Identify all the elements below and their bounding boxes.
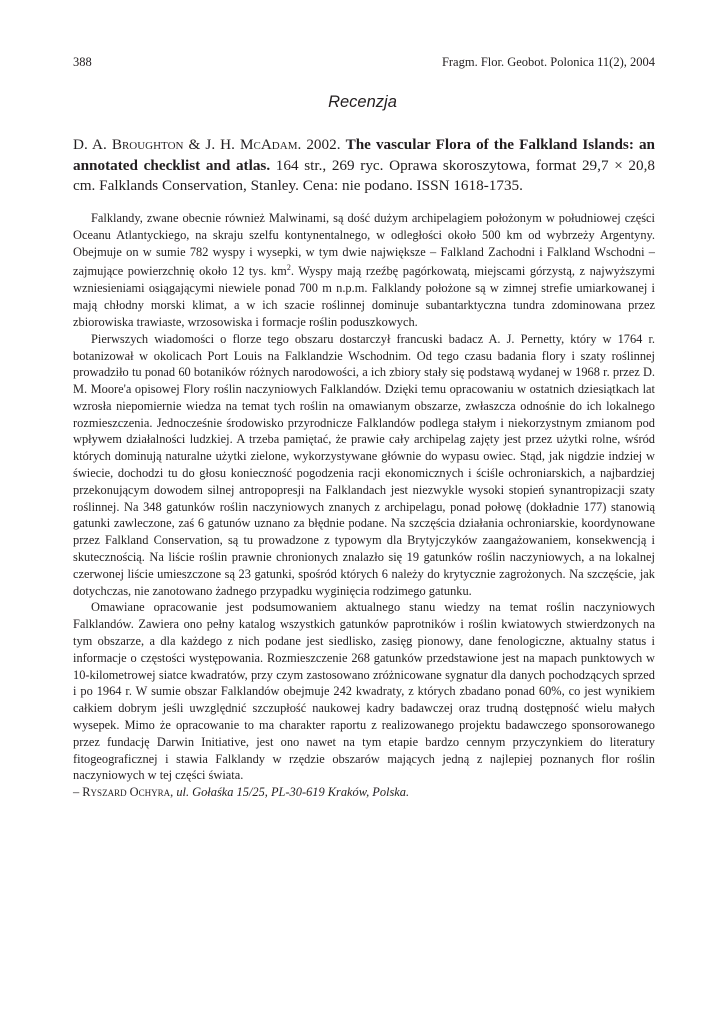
signature-address: ul. Gołaśka 15/25, PL-30-619 Kraków, Polska. xyxy=(176,785,410,800)
paragraph-1-text-a: Falklandy, zwane obecnie również Malwinami, są dość dużym archipelagiem położonym w południowej części Oceanu Atlantyckiego, na skraju szelfu kontynentalnego, w odległości około 500 km od wybrzeży Argentyny. Obejmuje on w sumie 782 wyspy i wysepki, w tym dwie największe – Falkland Zachodni i Falkland Wschodni – zajmujące powierzchnię około 12 tys. km xyxy=(73,211,655,279)
citation-year: . 2002. xyxy=(297,136,346,153)
paragraph-3 xyxy=(73,599,655,801)
citation-ampersand: & J. H. xyxy=(183,136,240,153)
page-number: 388 xyxy=(73,55,92,69)
journal-reference: Fragm. Flor. Geobot. Polonica 11(2), 2004 xyxy=(441,55,655,69)
paragraph-2: Pierwszych wiadomości o florze tego obszaru dostarczył francuski badacz A. J. Pernetty, który w 1764 r. botanizował w okolicach Port Louis na Falklandzie Wschodnim. Od tego czasu badania flory i szaty roślinnej prowadziło tu ponad 60 botaników różnych narodowości, a ich zbiory stały się podstawą wydanej w 1968 r. przez D. M. Moore'a opisowej Flory roślin naczyniowych Falklandów. Dzięki temu opracowaniu w ostatnich dziesiątkach lat wzrosła niepomiernie wiedza na temat tych roślin na omawianym obszarze, zwłaszcza odnośnie do ich lokalnego rozmieszczenia. Jednocześnie środowisko przyrodnicze Falklandów podlega stałym i niekorzystnym zmianom pod wpływem działalności ludzkiej. A trzeba pamiętać, że prawie cały archipelag zajęty jest przez użytki rolne, wśród których dominują naturalne użytki zielone, wykorzystywane głównie do wypasu owiec. Stąd, jak nigdzie indziej w świecie, dochodzi tu do głosu konieczność pogodzenia racji ekonomicznych i ściśle ochroniarskich, a najbardziej przekonującym dowodem silnej antropopresji na Falklandach jest niezwykle wysoki stopień synantropizacji szaty roślinnej. Na 348 gatunków roślin naczyniowych znanych z archipelagu, ponad połowę (dokładnie 177) stanowią gatunki zawleczone, zaś 6 gatunów uznano za błędnie podane. Na szczęścia działania ochroniarskie, koordynowane przez Falkland Conservation, są tu prowadzone z typowym dla Brytyjczyków zaangażowaniem, konsekwencją i skutecznością. Na liście roślin prawnie chronionych znalazło się 19 gatunków roślin naczyniowych, a na lokalnej czerwonej liście umieszczone są 23 gatunki, spośród których 6 należy do krytycznie zagrożonych. Na szczęście, jak dotychczas, nie zanotowano żadnego przypadku wyginięcia rodzimego gatunku. xyxy=(73,331,655,598)
paragraph-1 xyxy=(73,210,655,331)
citation-author1: Broughton xyxy=(111,136,184,153)
citation-authors-prefix: D. A. xyxy=(73,136,112,153)
citation-details: 164 str., 269 ryc. Oprawa skoroszytowa, format 29,7 × 20,8 cm. Falklands Conservation, Stanley. Cena: nie podano. ISSN 1618-1735. xyxy=(73,156,655,194)
review-body xyxy=(73,210,655,801)
running-head xyxy=(73,55,655,75)
paragraph-1-text-b: . Wyspy mają rzeźbę pagórkowatą, miejscami górzystą, z najwyższymi wzniesieniami osiągającymi niewiele ponad 700 m n.p.m. Falklandy położone są w zimnej strefie umiarkowanej i mają chłodny morski klimat, a w ich szacie roślinnej dominuje subantarktyczna tundra zdominowana przez zbiorowiska trawiaste, wrzosowiska i formacje roślin poduszkowych. xyxy=(73,264,655,329)
signature-dash: – xyxy=(73,785,83,800)
signature-name: Ryszard Ochyra xyxy=(82,785,171,800)
superscript-2: 2 xyxy=(286,263,291,273)
citation-author2: McAdam xyxy=(240,136,298,153)
book-citation xyxy=(73,135,655,197)
signature-separator: , xyxy=(170,785,177,800)
section-title: Recenzja xyxy=(328,93,397,111)
citation-title: The vascular Flora of the Falkland Islands: an annotated checklist and atlas. xyxy=(73,136,655,174)
paragraph-3-text: Omawiane opracowanie jest podsumowaniem aktualnego stanu wiedzy na temat roślin naczyniowych Falklandów. Zawiera ono pełny katalog wszystkich gatunków paprotników i roślin kwiatowych stwierdzonych na tym obszarze, a dla każdego z nich podane jest siedlisko, zasięg pionowy, dane fenologiczne, aktualny status i informacje o częstości występowania. Rozmieszczenie 268 gatunków przedstawione jest na mapach punktowych w 10-kilometrowej siatce kwadratów, przy czym zastosowano zróżnicowane sygnatur dla danych pochodzących sprzed i po 1964 r. W sumie obszar Falklandów obejmuje 242 kwadraty, z których zbadano ponad 60%, co jest wynikiem całkiem dobrym jeśli uwzględnić szczupłość naukowej kadry badawczej oraz trudną dostępność wielu małych wysepek. Mimo że opracowanie to ma charakter raportu z realizowanego projektu badawczego sponsorowanego przez fundację Darwin Initiative, jest ono nawet na tym etapie bardzo cennym przyczynkiem do literatury fitogeograficznej i stawia Falklandy w rzędzie obszarów mających jedną z najlepiej poznanych flor roślin naczyniowych w tej części świata. xyxy=(73,600,655,783)
